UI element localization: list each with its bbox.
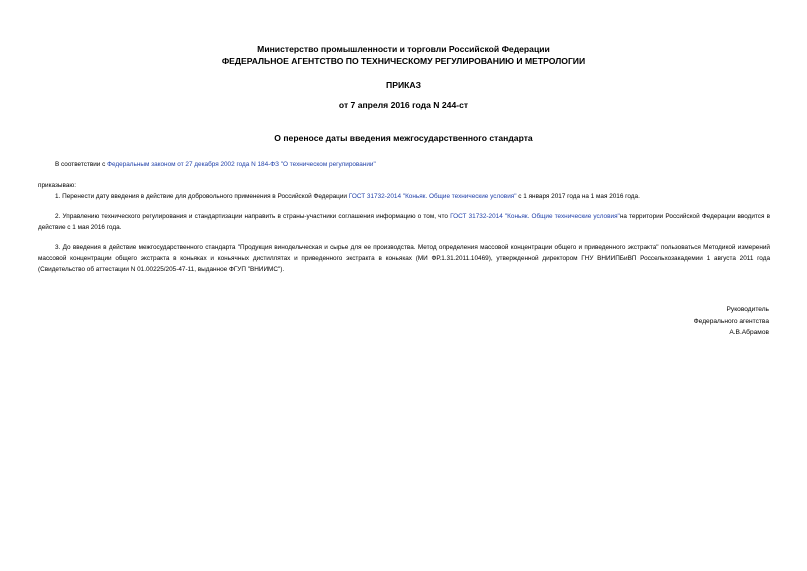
agency-heading: ФЕДЕРАЛЬНОЕ АГЕНТСТВО ПО ТЕХНИЧЕСКОМУ РЕГУЛИРОВАНИЮ И МЕТРОЛОГИИ [221, 56, 586, 66]
item-1 [55, 191, 640, 202]
gost-link-1[interactable]: ГОСТ 31732-2014 "Коньяк. Общие технические условия" [348, 193, 517, 200]
ministry-heading: Министерство промышленности и торговли Российской Федерации [257, 44, 550, 54]
intro-prefix: В соответствии с [55, 161, 108, 168]
doc-title: О переносе даты введения межгосударственного стандарта [274, 133, 533, 143]
intro-paragraph [55, 159, 376, 170]
doc-type-heading: ПРИКАЗ [386, 80, 421, 90]
signature-position-2: Федерального агентства [693, 318, 769, 325]
item-1-text-after: с 1 января 2017 года на 1 мая 2016 года. [516, 193, 640, 200]
order-word: приказываю: [38, 182, 76, 189]
item-3: 3. До введения в действие межгосударственного стандарта "Продукция винодельческая и сырье для ее производства. Метод определения массовой концентрации общего и приведенного экстракта" пользоваться Методикой измерений массовой концентрации общего экстракта в коньяках и коньячных дистиллятах и приведенного экстракта в коньяках (МИ ФР.1.31.2011.10469), утвержденной директором ГНУ ВНИИПБиВП Россельхозакадемии 1 августа 2011 года (Свидетельство об аттестации N 01.00225/205-47-11, выданное ФГУП "ВНИИМС"). [38, 244, 770, 273]
item-2 [38, 211, 770, 233]
signature-position-1: Руководитель [726, 306, 769, 313]
item-2-text-after: на территории Российской Федерации вводится в действие с 1 мая 2016 года. [38, 213, 770, 231]
item-2-text-before: 2. Управлению технического регулирования и стандартизации направить в страны-участники соглашения информацию о том, что [55, 213, 451, 220]
federal-law-link[interactable]: Федеральным законом от 27 декабря 2002 года N 184-ФЗ "О техническом регулировании" [107, 161, 376, 168]
item-1-text-before: 1. Перенести дату введения в действие для добровольного применения в Российской Федерации [55, 193, 349, 200]
doc-date-heading: от 7 апреля 2016 года N 244-ст [338, 100, 469, 110]
signature-name: А.В.Абрамов [729, 329, 769, 336]
gost-link-2[interactable]: ГОСТ 31732-2014 "Коньяк. Общие технические условия" [450, 213, 620, 220]
